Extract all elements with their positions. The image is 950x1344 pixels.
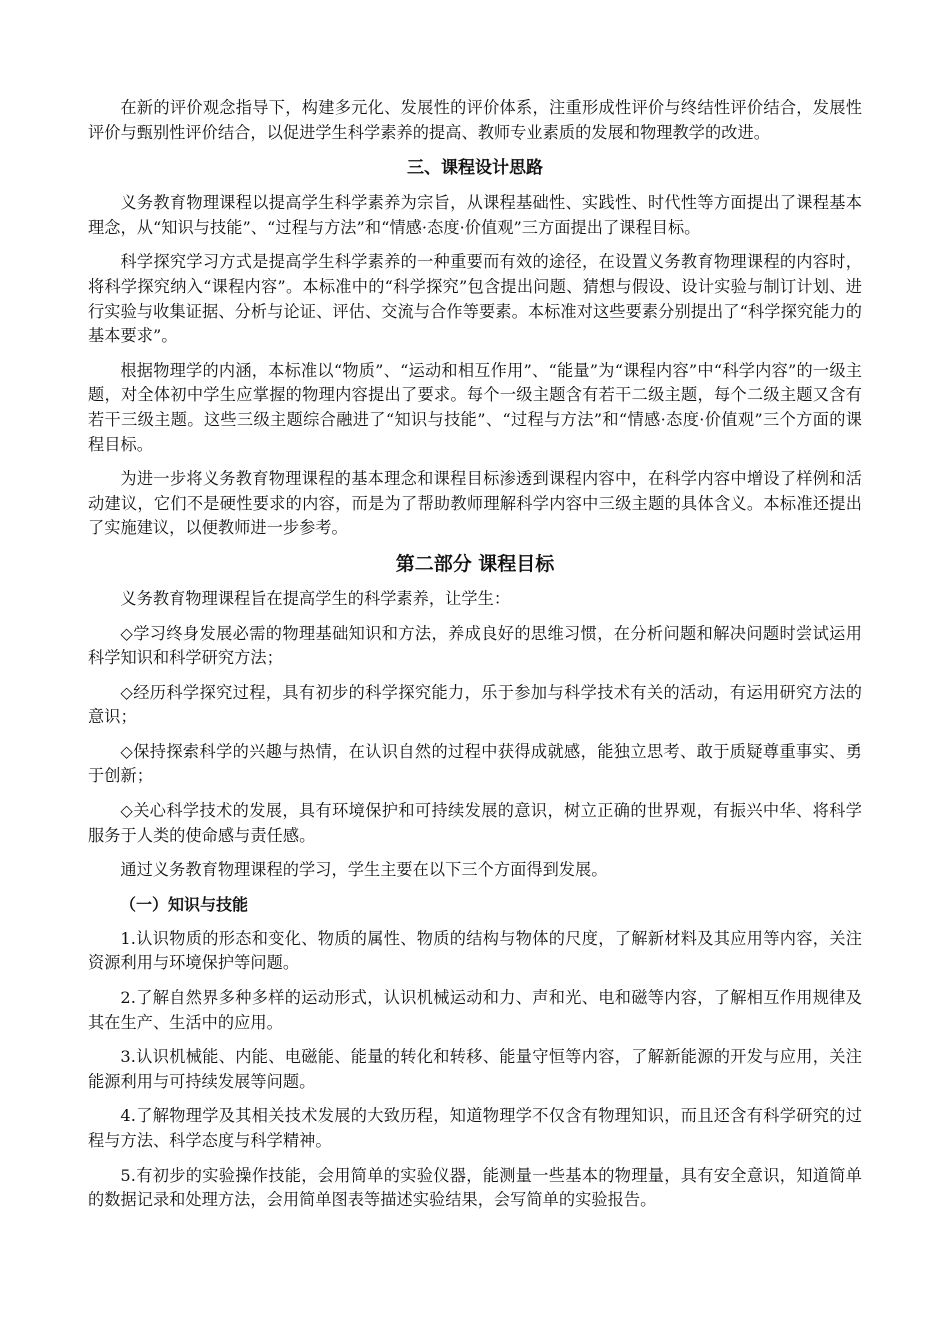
knowledge-item-1: 1.认识物质的形态和变化、物质的属性、物质的结构与物体的尺度，了解新材料及其应用等内容，关注资源利用与环境保护等问题。	[88, 928, 862, 973]
knowledge-item-3: 3.认识机械能、内能、电磁能、能量的转化和转移、能量守恒等内容，了解新能源的开发与应用，关注能源利用与可持续发展等问题。	[88, 1047, 862, 1091]
knowledge-item-4: 4.了解物理学及其相关技术发展的大致历程，知道物理学不仅含有物理知识，而且还含有科学研究的过程与方法、科学态度与科学精神。	[88, 1106, 862, 1150]
design-paragraph-4: 为进一步将义务教育物理课程的基本理念和课程目标渗透到课程内容中，在科学内容中增设了样例和活动建议，它们不是硬性要求的内容，而是为了帮助教师理解科学内容中三级主题的具体含义。本标准还提出了实施建议，以便教师进一步参考。	[88, 469, 862, 538]
design-paragraph-3: 根据物理学的内涵，本标准以“物质”、“运动和相互作用”、“能量”为“课程内容”中“科学内容”的一级主题，对全体初中学生应掌握的物理内容提出了要求。每个一级主题含有若干二级主题，每个二级主题又含有若干三级主题。这些三级主题综合融进了“知识与技能”、“过程与方法”和“情感·态度·价值观”三个方面的课程目标。	[88, 360, 862, 454]
goal-bullet-2: ◇经历科学探究过程，具有初步的科学探究能力，乐于参加与科学技术有关的活动，有运用研究方法的意识；	[88, 682, 862, 727]
knowledge-item-2: 2.了解自然界多种多样的运动形式，认识机械运动和力、声和光、电和磁等内容，了解相互作用规律及其在生产、生活中的应用。	[88, 988, 862, 1032]
design-paragraph-2: 科学探究学习方式是提高学生科学素养的一种重要而有效的途径，在设置义务教育物理课程的内容时，将科学探究纳入“课程内容”。本标准中的“科学探究”包含提出问题、猜想与假设、设计实验与制订计划、进行实验与收集证据、分析与论证、评估、交流与合作等要素。本标准对这些要素分别提出了“科学探究能力的基本要求”。	[88, 252, 862, 346]
evaluation-paragraph: 在新的评价观念指导下，构建多元化、发展性的评价体系，注重形成性评价与终结性评价结合，发展性评价与甄别性评价结合，以促进学生科学素养的提高、教师专业素质的发展和物理教学的改进。	[88, 98, 862, 142]
goal-bullet-1: ◇学习终身发展必需的物理基础知识和方法，养成良好的思维习惯，在分析问题和解决问题时尝试运用科学知识和科学研究方法；	[88, 623, 862, 668]
goals-intro: 义务教育物理课程旨在提高学生的科学素养，让学生：	[120, 588, 511, 608]
subheading-knowledge-skills: （一）知识与技能	[120, 894, 249, 914]
goals-summary: 通过义务教育物理课程的学习，学生主要在以下三个方面得到发展。	[120, 860, 608, 880]
knowledge-item-5: 5.有初步的实验操作技能，会用简单的实验仪器，能测量一些基本的物理量，具有安全意识，知道简单的数据记录和处理方法，会用简单图表等描述实验结果，会写简单的实验报告。	[88, 1165, 862, 1210]
design-paragraph-1: 义务教育物理课程以提高学生科学素养为宗旨，从课程基础性、实践性、时代性等方面提出了课程基本理念，从“知识与技能”、“过程与方法”和“情感·态度·价值观”三方面提出了课程目标。	[88, 193, 862, 237]
part-heading-goals: 第二部分 课程目标	[395, 552, 555, 575]
goal-bullet-4: ◇关心科学技术的发展，具有环境保护和可持续发展的意识，树立正确的世界观，有振兴中华、将科学服务于人类的使命感与责任感。	[88, 801, 862, 845]
goal-bullet-3: ◇保持探索科学的兴趣与热情，在认识自然的过程中获得成就感，能独立思考、敢于质疑尊重事实、勇于创新；	[88, 741, 862, 786]
section-heading-design: 三、课程设计思路	[407, 158, 543, 179]
document-page	[88, 96, 862, 1223]
